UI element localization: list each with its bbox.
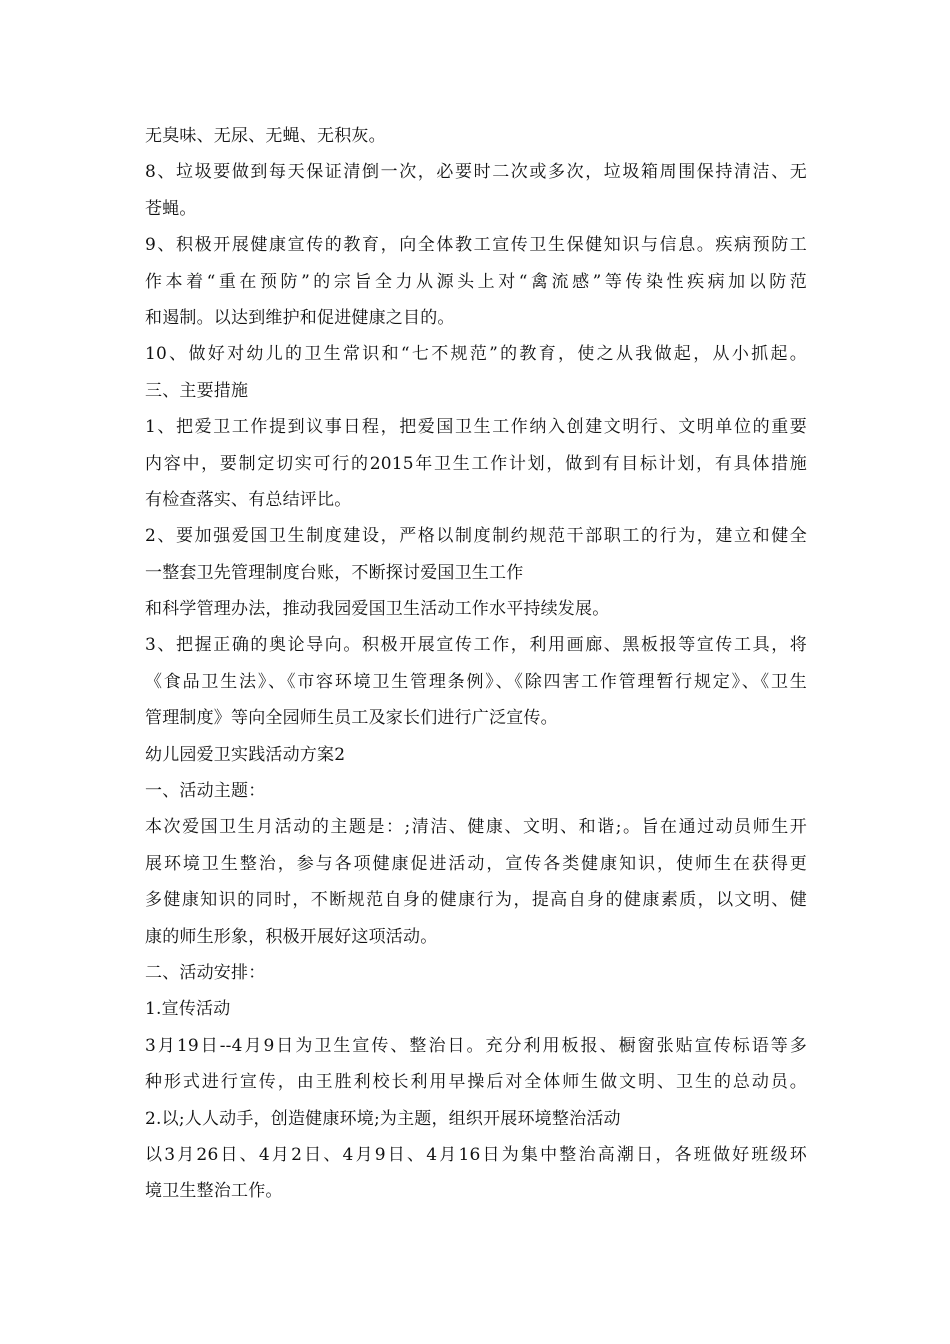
text-line: 康的师生形象，积极开展好这项活动。 <box>145 926 438 947</box>
text-line: 1、把爱卫工作提到议事日程，把爱国卫生工作纳入创建文明行、文明单位的重要 <box>145 417 807 438</box>
text-line: 10、做好对幼儿的卫生常识和“七不规范”的教育，使之从我做起，从小抓起。 <box>145 344 807 365</box>
text-line: 2.以;人人动手，创造健康环境;为主题，组织开展环境整治活动 <box>145 1108 621 1129</box>
text-line: 种形式进行宣传，由王胜利校长利用早操后对全体师生做文明、卫生的总动员。 <box>145 1072 807 1093</box>
text-line: 幼儿园爱卫实践活动方案2 <box>145 744 346 765</box>
text-line: 和遏制。以达到维护和促进健康之目的。 <box>145 307 455 328</box>
text-line: 三、主要措施 <box>145 380 249 401</box>
text-line: 多健康知识的同时，不断规范自身的健康行为，提高自身的健康素质，以文明、健 <box>145 890 807 911</box>
document-body <box>145 118 807 1210</box>
text-line: 作本着“重在预防”的宗旨全力从源头上对“禽流感”等传染性疾病加以防范 <box>145 271 807 292</box>
text-line: 内容中，要制定切实可行的2015年卫生工作计划，做到有目标计划，有具体措施 <box>145 453 807 474</box>
text-line: 《食品卫生法》、《市容环境卫生管理条例》、《除四害工作管理暂行规定》、《卫生 <box>145 671 807 692</box>
text-line: 本次爱国卫生月活动的主题是：;清洁、健康、文明、和谐;。旨在通过动员师生开 <box>145 817 807 838</box>
text-line: 二、活动安排： <box>145 962 266 983</box>
text-line: 一整套卫先管理制度台账，不断探讨爱国卫生工作 <box>145 562 524 583</box>
text-line: 3月19日--4月9日为卫生宣传、整治日。充分利用板报、橱窗张贴宣传标语等多 <box>145 1035 807 1056</box>
text-line: 有检查落实、有总结评比。 <box>145 489 352 510</box>
text-line: 展环境卫生整治，参与各项健康促进活动，宣传各类健康知识，使师生在获得更 <box>145 853 807 874</box>
text-line: 以3月26日、4月2日、4月9日、4月16日为集中整治高潮日，各班做好班级环 <box>145 1144 807 1165</box>
text-line: 苍蝇。 <box>145 198 197 219</box>
text-line: 9、积极开展健康宣传的教育，向全体教工宣传卫生保健知识与信息。疾病预防工 <box>145 235 807 256</box>
text-line: 8、垃圾要做到每天保证清倒一次，必要时二次或多次，垃圾箱周围保持清洁、无 <box>145 162 807 183</box>
text-line: 1.宣传活动 <box>145 999 231 1020</box>
text-line: 境卫生整治工作。 <box>145 1181 283 1202</box>
text-line: 管理制度》等向全园师生员工及家长们进行广泛宣传。 <box>145 708 558 729</box>
text-line: 和科学管理办法，推动我园爱国卫生活动工作水平持续发展。 <box>145 599 610 620</box>
text-line: 一、活动主题： <box>145 781 266 802</box>
text-line: 无臭味、无尿、无蝇、无积灰。 <box>145 126 386 146</box>
text-line: 2、要加强爱国卫生制度建设，严格以制度制约规范干部职工的行为，建立和健全 <box>145 526 807 547</box>
text-line: 3、把握正确的奥论导向。积极开展宣传工作，利用画廊、黑板报等宣传工具，将 <box>145 635 807 656</box>
